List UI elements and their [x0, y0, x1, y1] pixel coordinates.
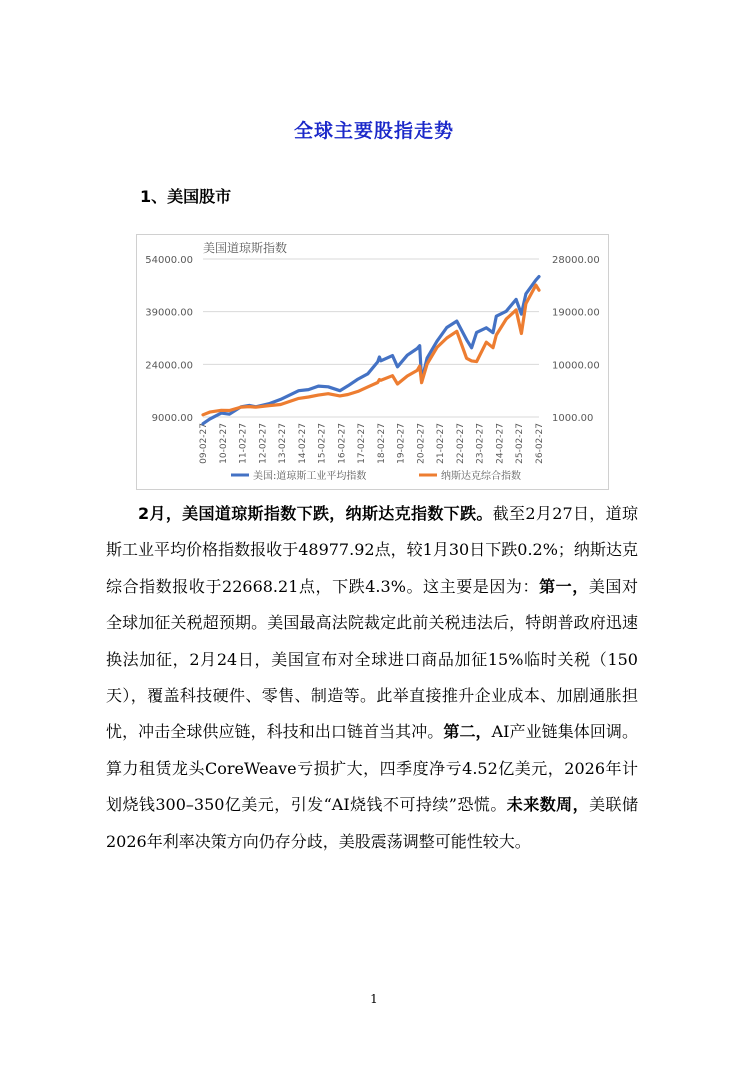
- x-tick-label: 13-02-27: [278, 423, 289, 464]
- y-right-tick-label: 19000.00: [552, 307, 600, 319]
- chart-canvas: [137, 235, 608, 489]
- x-tick-label: 20-02-27: [416, 423, 427, 464]
- x-tick-label: 19-02-27: [396, 423, 407, 464]
- x-tick-label: 17-02-27: [357, 423, 368, 464]
- body-paragraph: [106, 496, 638, 860]
- y-left-tick-label: 54000.00: [145, 255, 193, 266]
- page-number: 1: [370, 992, 378, 1006]
- x-tick-label: 14-02-27: [297, 423, 308, 464]
- dow-nasdaq-chart: [136, 234, 609, 490]
- chart-legend: [231, 469, 521, 482]
- section-heading: 1、美国股市: [140, 187, 232, 206]
- x-tick-label: 12-02-27: [258, 423, 269, 464]
- x-tick-label: 16-02-27: [337, 423, 348, 464]
- x-tick-label: 11-02-27: [238, 423, 249, 464]
- dow-series-line: [203, 277, 539, 424]
- y-left-tick-label: 39000.00: [145, 307, 193, 319]
- outlook-text: 美联储2026年利率决策方向仍存分歧，美股震荡调整可能性较大。: [106, 795, 638, 851]
- x-tick-label: 23-02-27: [475, 423, 486, 464]
- y-right-tick-label: 10000.00: [552, 360, 600, 372]
- y-left-tick-label: 9000.00: [151, 413, 193, 424]
- y-right-tick-label: 28000.00: [552, 255, 600, 266]
- x-tick-label: 26-02-27: [535, 423, 545, 464]
- x-tick-label: 21-02-27: [436, 423, 447, 464]
- legend-nasdaq-label: 纳斯达克综合指数: [441, 471, 521, 482]
- point-2-label: 第二，: [443, 722, 492, 742]
- chart-series: [203, 277, 539, 424]
- paragraph-lead: 2月，美国道琼斯指数下跌，纳斯达克指数下跌。: [138, 504, 493, 523]
- point-1-label: 第一，: [539, 576, 589, 596]
- y-right-tick-label: 1000.00: [552, 413, 594, 424]
- legend-dow-label: 美国:道琼斯工业平均指数: [253, 471, 367, 482]
- x-tick-label: 10-02-27: [218, 423, 229, 464]
- x-tick-label: 25-02-27: [515, 423, 526, 464]
- nasdaq-series-line: [203, 285, 539, 415]
- x-tick-label: 22-02-27: [455, 423, 466, 464]
- x-tick-label: 18-02-27: [376, 423, 387, 464]
- y-left-tick-label: 24000.00: [145, 360, 193, 372]
- point-2-text: AI产业链集体回调。算力租赁龙头CoreWeave亏损扩大，四季度净亏4.52亿美元，2026年计划烧钱300–350亿美元，引发“AI烧钱不可持续”恐慌。: [106, 722, 638, 815]
- x-tick-label: 15-02-27: [317, 423, 328, 464]
- paragraph-text-1: 截至2月27日，道琼斯工业平均价格指数报收于48977.92点，较1月30日下跌0.2%；纳斯达克综合指数报收于22668.21点，下跌4.3%。这主要是因为：: [106, 504, 638, 596]
- chart-gridlines: [203, 259, 539, 417]
- x-tick-label: 24-02-27: [495, 423, 506, 464]
- page-title: 全球主要股指走势: [293, 120, 454, 142]
- x-tick-label: 09-02-27: [199, 423, 209, 464]
- point-1-text: 美国对全球加征关税超预期。美国最高法院裁定此前关税违法后，特朗普政府迅速换法加征，2月24日，美国宣布对全球进口商品加征15%临时关税（150天），覆盖科技硬件、零售、制造等。此举直接推升企业成本、加剧通胀担忧，冲击全球供应链，科技和出口链首当其冲。: [106, 576, 638, 742]
- chart-title: 美国道琼斯指数: [203, 241, 288, 255]
- outlook-label: 未来数周，: [506, 795, 590, 815]
